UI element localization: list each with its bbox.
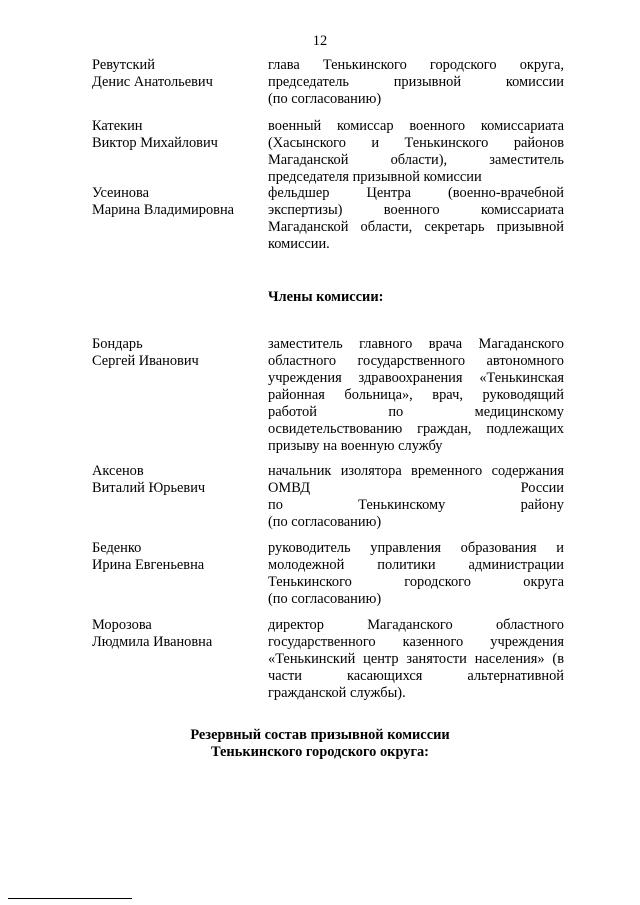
person-name (92, 540, 252, 574)
role-line: районная больница», врач, руководящий (268, 387, 564, 403)
role-line: начальник изолятора временного содержания (268, 463, 564, 479)
role-line: заместитель главного врача Магаданского (268, 336, 564, 352)
role-line: призыву на военную службу (268, 438, 443, 454)
role-line: (по согласованию) (268, 514, 382, 530)
footnote-divider (8, 898, 132, 899)
role-line: гражданской службы). (268, 685, 406, 701)
person-name (92, 118, 252, 152)
reserve-heading-line: Тенькинского городского округа: (211, 744, 429, 760)
person-role (268, 118, 564, 186)
page-number: 12 (312, 33, 328, 49)
person-name (92, 463, 252, 497)
reserve-heading-line: Резервный состав призывной комиссии (190, 727, 450, 743)
surname: Ревутский (92, 57, 155, 73)
role-line: работой по медицинскому (268, 404, 564, 420)
role-line: директор Магаданского областного (268, 617, 564, 633)
person-role (268, 463, 564, 531)
role-line: части касающихся альтернативной (268, 668, 564, 684)
person-role (268, 540, 564, 608)
given-names: Сергей Иванович (92, 353, 199, 369)
given-names: Марина Владимировна (92, 202, 235, 218)
role-line: экспертизы) военного комиссариата (268, 202, 564, 218)
role-line: по Тенькинскому району (268, 497, 564, 513)
person-name (92, 57, 252, 91)
role-line: комиссии. (268, 236, 330, 252)
reserve-heading (0, 727, 640, 761)
person-role (268, 185, 564, 253)
role-line: ОМВД России (268, 480, 564, 496)
role-line: государственного казенного учреждения (268, 634, 564, 650)
person-name (92, 617, 252, 651)
role-line: председатель призывной комиссии (268, 74, 564, 90)
surname: Беденко (92, 540, 142, 556)
surname: Катекин (92, 118, 143, 134)
surname: Усеинова (92, 185, 149, 201)
role-line: молодежной политики администрации (268, 557, 564, 573)
given-names: Людмила Ивановна (92, 634, 213, 650)
person-name (92, 185, 252, 219)
role-line: глава Тенькинского городского округа, (268, 57, 564, 73)
role-line: «Тенькинский центр занятости населения» (в (268, 651, 564, 667)
role-line: учреждения здравоохранения «Тенькинская (268, 370, 564, 386)
person-role (268, 336, 564, 455)
given-names: Виталий Юрьевич (92, 480, 206, 496)
person-name (92, 336, 252, 370)
role-line: областного государственного автономного (268, 353, 564, 369)
surname: Бондарь (92, 336, 143, 352)
role-line: (Хасынского и Тенькинского районов (268, 135, 564, 151)
role-line: (по согласованию) (268, 591, 382, 607)
surname: Аксенов (92, 463, 144, 479)
person-role (268, 617, 564, 702)
role-line: председателя призывной комиссии (268, 169, 482, 185)
person-role (268, 57, 564, 108)
role-line: фельдшер Центра (военно-врачебной (268, 185, 564, 201)
given-names: Ирина Евгеньевна (92, 557, 205, 573)
role-line: Магаданской области), заместитель (268, 152, 564, 168)
given-names: Денис Анатольевич (92, 74, 213, 90)
role-line: Тенькинского городского округа (268, 574, 564, 590)
role-line: Магаданской области, секретарь призывной (268, 219, 564, 235)
role-line: руководитель управления образования и (268, 540, 564, 556)
role-line: (по согласованию) (268, 91, 382, 107)
surname: Морозова (92, 617, 152, 633)
role-line: военный комиссар военного комиссариата (268, 118, 564, 134)
role-line: освидетельствованию граждан, подлежащих (268, 421, 564, 437)
members-heading: Члены комиссии: (268, 289, 384, 305)
given-names: Виктор Михайлович (92, 135, 218, 151)
